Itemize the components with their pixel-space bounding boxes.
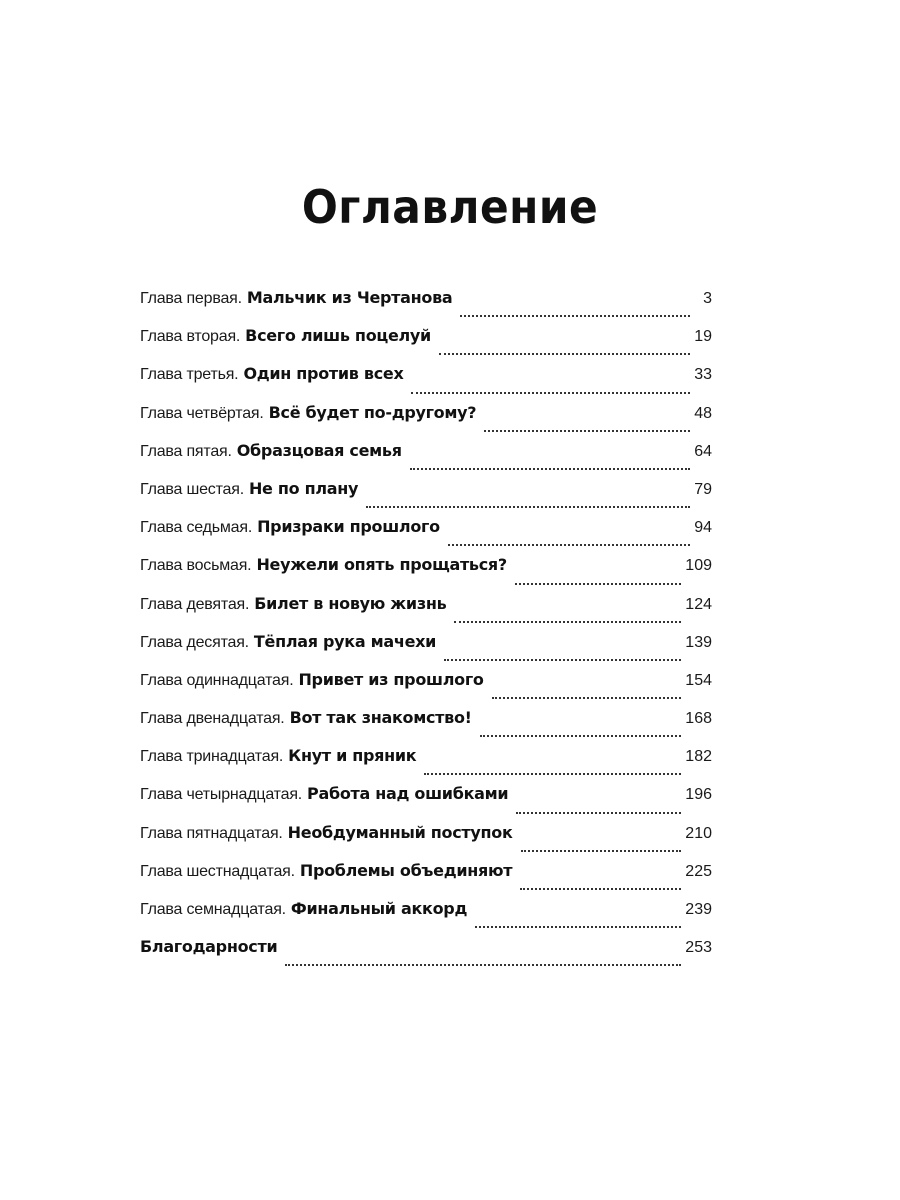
dot-leader	[480, 734, 682, 737]
page-number: 139	[685, 633, 712, 651]
toc-row-chapter-11	[140, 667, 712, 705]
toc-row-chapter-15	[140, 820, 712, 858]
chapter-label: Глава девятая.	[140, 595, 250, 613]
chapter-label: Глава вторая.	[140, 328, 241, 346]
page-title: Оглавление	[301, 180, 599, 234]
toc-row-chapter-5	[140, 438, 712, 476]
page-number: 182	[685, 748, 712, 766]
chapter-title: Призраки прошлого	[257, 517, 440, 537]
dot-leader	[484, 429, 690, 432]
dot-leader	[366, 505, 690, 508]
chapter-label: Глава четырнадцатая.	[140, 786, 303, 804]
chapter-title: Билет в новую жизнь	[254, 593, 447, 613]
dot-leader	[475, 925, 681, 928]
dot-leader	[515, 582, 681, 585]
toc-row-chapter-8	[140, 552, 712, 590]
chapter-label: Глава восьмая.	[140, 557, 252, 575]
chapter-title: Не по плану	[248, 478, 359, 498]
toc-row-chapter-7	[140, 514, 712, 552]
page-number: 79	[694, 480, 712, 498]
chapter-label: Глава первая.	[140, 290, 242, 307]
page-number: 124	[685, 595, 712, 613]
toc-row-chapter-12	[140, 705, 712, 743]
page-number: 239	[685, 901, 712, 918]
chapter-label: Глава двенадцатая.	[140, 710, 285, 728]
toc-row-chapter-13	[140, 743, 712, 781]
page-number: 154	[685, 671, 712, 689]
dot-leader	[520, 887, 681, 890]
chapter-title: Всё будет по-другому?	[268, 402, 477, 422]
chapter-title: Проблемы объединяют	[299, 860, 513, 880]
dot-leader	[448, 543, 690, 546]
toc-row-acknowledgements	[140, 934, 712, 972]
dot-leader	[285, 963, 681, 966]
dot-leader	[454, 620, 681, 623]
page-number: 64	[694, 442, 712, 460]
toc-row-chapter-3	[140, 361, 712, 399]
chapter-title: Тёплая рука мачехи	[253, 631, 437, 651]
dot-leader	[492, 696, 682, 699]
chapter-title: Необдуманный поступок	[287, 822, 513, 842]
chapter-label: Глава седьмая.	[140, 519, 253, 537]
toc-row-chapter-10	[140, 629, 712, 667]
chapter-title: Вот так знакомство!	[289, 708, 472, 728]
chapter-title: Неужели опять прощаться?	[256, 555, 507, 575]
chapter-title: Один против всех	[243, 364, 404, 384]
chapter-title: Привет из прошлого	[298, 669, 484, 689]
page-number: 210	[685, 824, 712, 842]
acknowledgements-title: Благодарности	[140, 937, 278, 957]
table-of-contents	[140, 285, 712, 972]
page-number: 94	[694, 519, 712, 537]
toc-row-chapter-17	[140, 896, 712, 934]
toc-row-chapter-14	[140, 781, 712, 819]
dot-leader	[444, 658, 681, 661]
toc-row-chapter-9	[140, 591, 712, 629]
page-number: 253	[685, 939, 712, 957]
chapter-label: Глава четвёртая.	[140, 404, 264, 422]
dot-leader	[521, 849, 682, 852]
page-number: 109	[685, 557, 712, 575]
page-number: 19	[694, 328, 712, 346]
page-number: 225	[685, 862, 712, 880]
chapter-label: Глава третья.	[140, 366, 239, 384]
chapter-title: Кнут и пряник	[288, 746, 417, 766]
chapter-title: Работа над ошибками	[307, 784, 509, 804]
page-number: 33	[694, 366, 712, 384]
dot-leader	[410, 467, 690, 470]
chapter-label: Глава тринадцатая.	[140, 748, 284, 766]
chapter-label: Глава пятая.	[140, 442, 232, 460]
chapter-label: Глава шестая.	[140, 480, 244, 498]
chapter-title: Финальный аккорд	[290, 899, 468, 918]
page-number: 168	[685, 710, 712, 728]
toc-row-chapter-16	[140, 858, 712, 896]
dot-leader	[460, 314, 690, 317]
chapter-label: Глава семнадцатая.	[140, 901, 286, 918]
chapter-title: Мальчик из Чертанова	[246, 288, 453, 307]
toc-row-chapter-4	[140, 400, 712, 438]
toc-row-chapter-1	[140, 285, 712, 323]
toc-row-chapter-2	[140, 323, 712, 361]
chapter-label: Глава пятнадцатая.	[140, 824, 283, 842]
page-number: 48	[694, 404, 712, 422]
dot-leader	[439, 352, 690, 355]
page-number: 196	[685, 786, 712, 804]
chapter-label: Глава десятая.	[140, 633, 249, 651]
chapter-title: Образцовая семья	[236, 440, 402, 460]
chapter-label: Глава одиннадцатая.	[140, 671, 294, 689]
chapter-label: Глава шестнадцатая.	[140, 862, 295, 880]
toc-row-chapter-6	[140, 476, 712, 514]
dot-leader	[411, 391, 690, 394]
page-number: 3	[703, 290, 712, 307]
dot-leader	[516, 811, 681, 814]
chapter-title: Всего лишь поцелуй	[245, 326, 431, 346]
dot-leader	[424, 772, 681, 775]
